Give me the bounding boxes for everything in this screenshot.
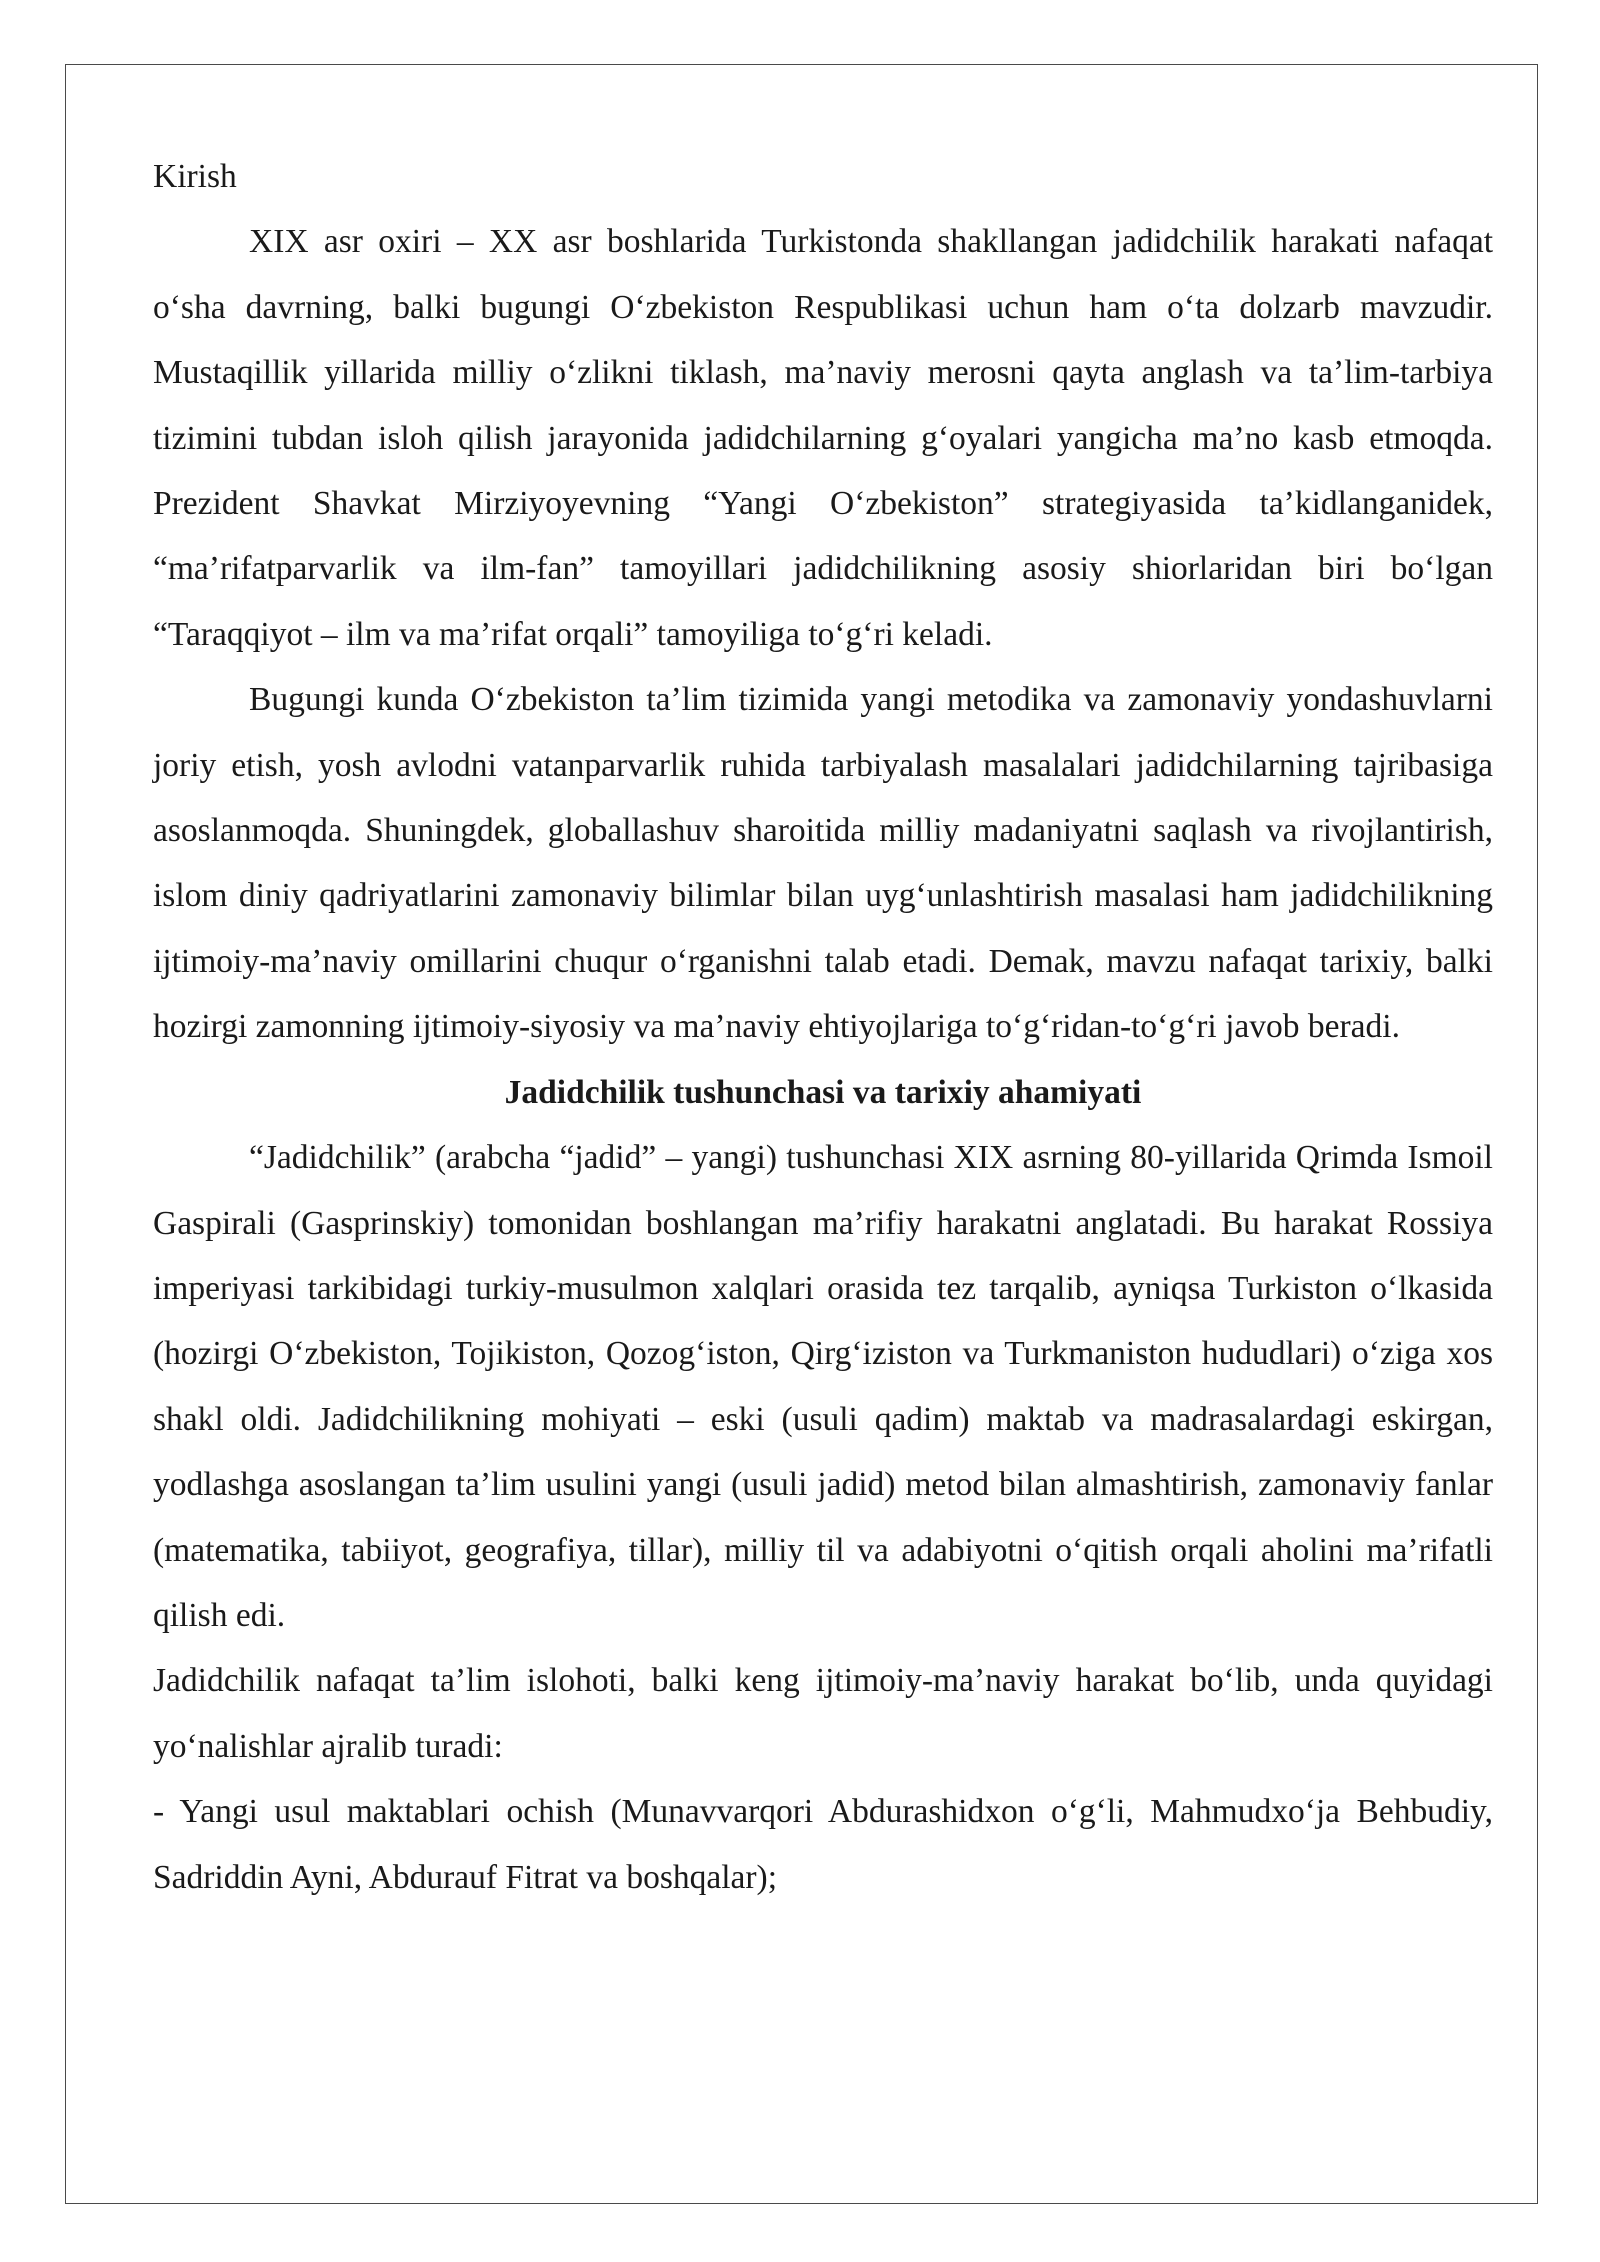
directions-paragraph: Jadidchilik nafaqat ta’lim islohoti, balki keng ijtimoiy-ma’naviy harakat bo‘lib, unda quyidagi yo‘nalishlar ajralib turadi: — [153, 1662, 1493, 1765]
section-heading: Jadidchilik tushunchasi va tarixiy ahamiyati — [504, 1073, 1142, 1111]
intro-heading: Kirish — [153, 158, 237, 195]
intro-paragraph-1: XIX asr oxiri – XX asr boshlarida Turkistonda shakllangan jadidchilik harakati nafaqat o‘sha davrning, balki bugungi O‘zbekiston Respublikasi uchun ham o‘ta dolzarb mavzudir. Mustaqillik yillarida milliy o‘zlikni tiklash, ma’naviy merosni qayta anglash va ta’lim-tarbiya tizimini tubdan isloh qilish jarayonida jadidchilarning g‘oyalari yangicha ma’no kasb etmoqda. Prezident Shavkat Mirziyoyevning “Yangi O‘zbekiston” strategiyasida ta’kidlanganidek, “ma’rifatparvarlik va ilm-fan” tamoyillari jadidchilikning asosiy shiorlaridan biri bo‘lgan “Taraqqiyot – ilm va ma’rifat orqali” tamoyiliga to‘g‘ri keladi. — [153, 223, 1493, 653]
section-paragraph: “Jadidchilik” (arabcha “jadid” – yangi) tushunchasi XIX asrning 80-yillarida Qrimda Ismoil Gaspirali (Gasprinskiy) tomonidan boshlangan ma’rifiy harakatni anglatadi. Bu harakat Rossiya imperiyasi tarkibidagi turkiy-musulmon xalqlari orasida tez tarqalib, ayniqsa Turkiston o‘lkasida (hozirgi O‘zbekiston, Tojikiston, Qozog‘iston, Qirg‘iziston va Turkmaniston hududlari) o‘ziga xos shakl oldi. Jadidchilikning mohiyati – eski (usuli qadim) maktab va madrasalardagi eskirgan, yodlashga asoslangan ta’lim usulini yangi (usuli jadid) metod bilan almashtirish, zamonaviy fanlar (matematika, tabiiyot, geografiya, tillar), milliy til va adabiyotni o‘qitish orqali aholini ma’rifatli qilish edi. — [153, 1139, 1493, 1634]
document-body — [153, 144, 1493, 1910]
list-item: - Yangi usul maktablari ochish (Munavvarqori Abdurashidxon o‘g‘li, Mahmudxo‘ja Behbudiy, Sadriddin Ayni, Abdurauf Fitrat va boshqalar); — [153, 1793, 1493, 1896]
intro-paragraph-2: Bugungi kunda O‘zbekiston ta’lim tizimida yangi metodika va zamonaviy yondashuvlarni joriy etish, yosh avlodni vatanparvarlik ruhida tarbiyalash masalalari jadidchilarning tajribasiga asoslanmoqda. Shuningdek, globallashuv sharoitida milliy madaniyatni saqlash va rivojlantirish, islom diniy qadriyatlarini zamonaviy bilimlar bilan uyg‘unlashtirish masalasi ham jadidchilikning ijtimoiy-ma’naviy omillarini chuqur o‘rganishni talab etadi. Demak, mavzu nafaqat tarixiy, balki hozirgi zamonning ijtimoiy-siyosiy va ma’naviy ehtiyojlariga to‘g‘ridan-to‘g‘ri javob beradi. — [153, 681, 1493, 1046]
